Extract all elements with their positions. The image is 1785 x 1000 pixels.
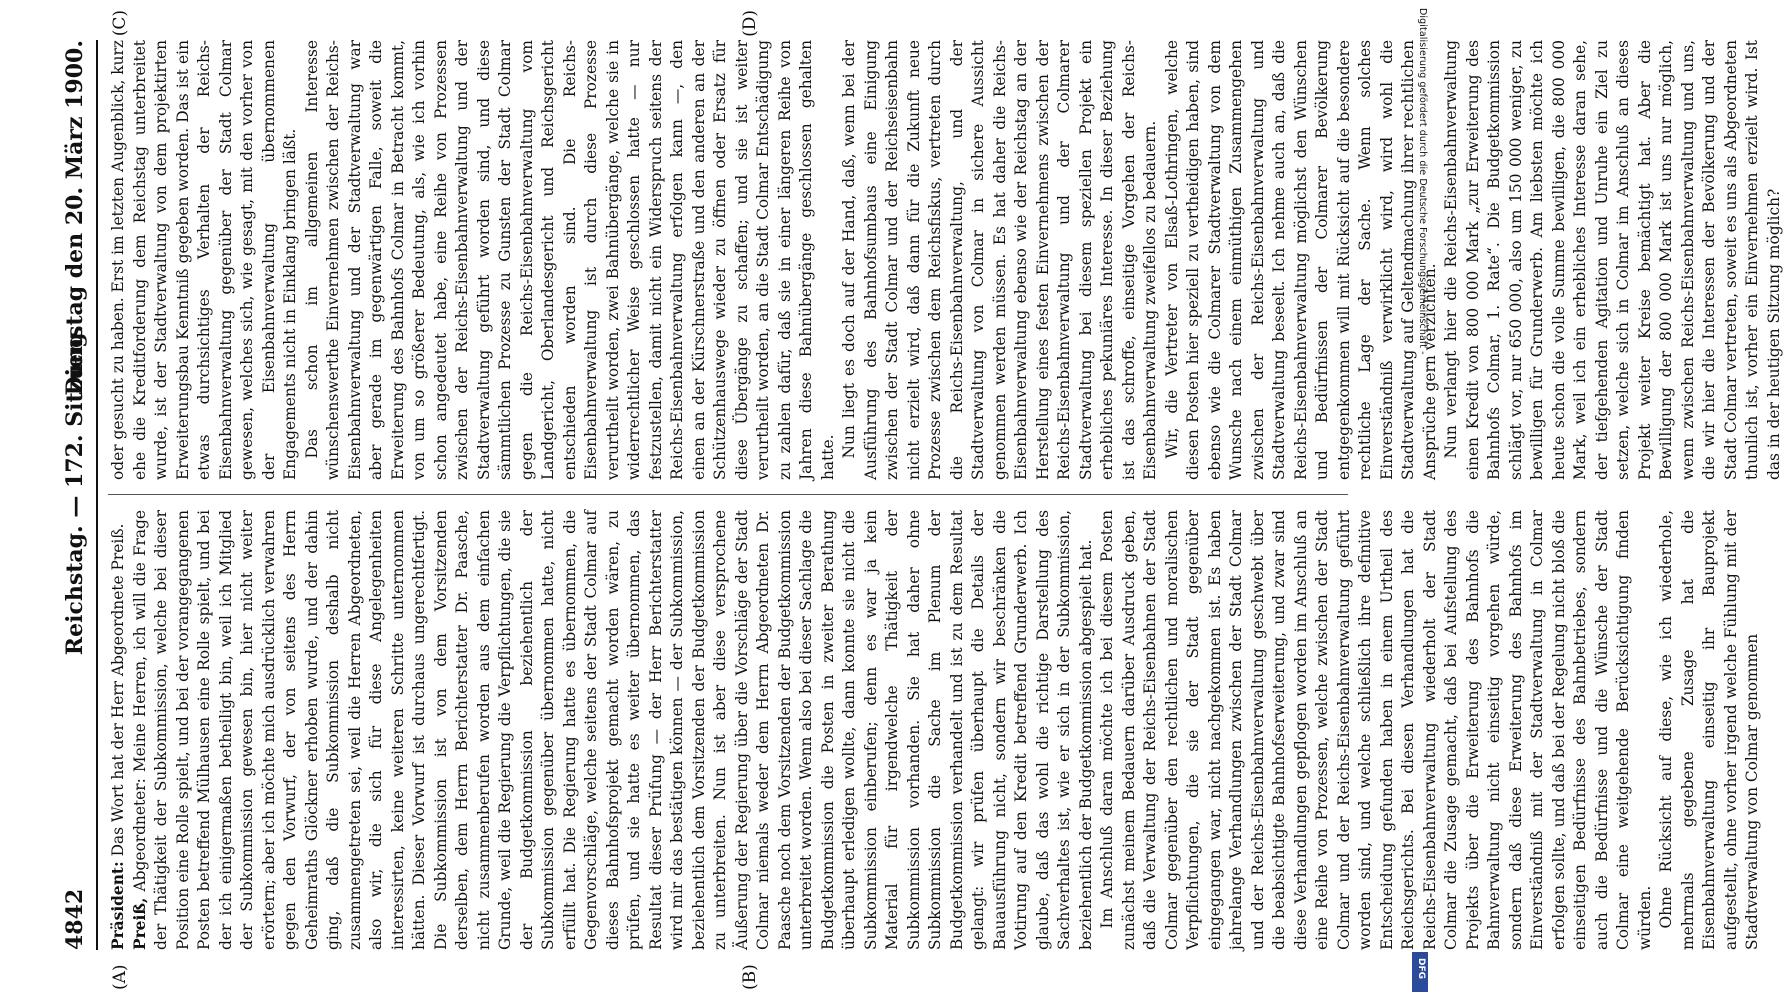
header-rule [96,40,98,950]
session-date: Dienstag den 20. März 1900. [62,40,88,396]
margin-marker-c: (C) [110,10,130,37]
margin-marker-b: (B) [740,964,760,990]
paragraph: Im Anschluß daran möchte ich bei diesem Posten zunächst meinem Bedauern darüber Ausdruck geben, daß die Verwaltung der Reichs-Eisenbahnen der Stadt Colmar gegenüber den rechtlichen und moralischen Verpflichtungen, die sie der Stadt gegenüber eingegangen war, nicht nachgekommen ist. Es haben jahrelange Verhandlungen zwischen der Stadt Colmar und der Reichs-Eisenbahnverwaltung geschwebt über die beabsichtigte Bahnhofserweiterung, und zwar sind diese Verhandlungen gepflogen worden im Anschluß an eine Reihe von Prozessen, welche zwischen der Stadt Colmar und der Reichs-Eisenbahnverwaltung geführt worden sind, und welche schließlich ihre definitive Entscheidung gefunden haben in einem Urtheil des Reichsgerichts. Bei diesen Verhandlungen hat die Reichs-Eisenbahnverwaltung wiederholt der Stadt Colmar die Zusage gemacht, daß bei Aufstellung des Projekts über die Erweiterung des Bahnhofs die Bahnverwaltung nicht einseitig vorgehen würde, sondern daß diese Erweiterung des Bahnhofs im Einverständniß mit der Stadtverwaltung in Colmar erfolgen sollte, und daß bei der Regelung nicht bloß die einseitigen Bedürfnisse des Bahnbetriebes, sondern auch die Bedürfnisse und die Wünsche der Stadt Colmar eine weitgehende Berücksichtigung finden würden. [1098,510,1654,950]
digitization-credit [1412,8,1428,992]
left-column [108,510,1761,950]
column-divider [108,494,1348,495]
paragraph [108,510,130,950]
paragraph: oder gesucht zu haben. Erst im letzten Augenblick, kurz ehe die Kreditforderung dem Reichstag unterbreitet wurde, ist der Stadtverwaltung von dem projektirten Erweiterungsbau Kenntniß gegeben worden. Das ist ein etwas durchsichtiges Verhalten der Reichs-Eisenbahnverwaltung gegenüber der Stadt Colmar gewesen, welches sich, wie gesagt, mit den vorher von der Eisenbahnverwaltung übernommenen Engagements nicht in Einklang bringen läßt. [109,40,299,480]
session-title: Reichstag. — 172. Sitzung. [62,324,88,656]
page-number: 4842 [62,888,88,950]
dfg-logo [1412,952,1428,992]
margin-marker-d: (D) [740,10,760,37]
paragraph-text: Das Wort hat der Herr Abgeordnete Preiß. [109,523,127,857]
speaker-name: Preiß, [130,897,149,950]
margin-marker-a: (A) [110,964,130,990]
dfg-logo-text: DFG [1416,958,1426,980]
paragraph: Nun verlangt hier die Reichs-Eisenbahnverwaltung einen Kredit von 800 000 Mark „zur Erweiterung des Bahnhofs Colmar, 1. Rate“. Die Budgetkommission schlägt vor, nur 650 000, also um 150 000 weniger, zu bewilligen für Grunderwerb. Am liebsten möchte ich heute schon die volle Summe bewilligen, die 800 000 Mark, weil ich ein erhebliches Interesse daran sehe, der tiefgehenden Agitation und Unruhe ein Ziel zu setzen, welche sich in Colmar im Anschluß an dieses Projekt weiter Kreise bemächtigt hat. Aber die Bewilligung der 800 000 Mark ist uns nur möglich, wenn zwischen Reichs-Eisenbahnverwaltung und uns, die wir hier die Interessen der Bevölkerung und der Stadt Colmar vertreten, soweit es uns als Abgeordneten thunlich ist, vorher ein Einvernehmen erzielt wird. Ist das in der heutigen Sitzung möglich? [1442,40,1783,480]
paragraph: Das schon im allgemeinen Interesse wünschenswerthe Einvernehmen zwischen der Reichs-Eisenbahnverwaltung und der Stadtverwaltung war aber gerade im gegenwärtigen Falle, soweit die Erweiterung des Bahnhofs Colmar in Betracht kommt, von um so größerer Bedeutung, als, wie ich vorhin schon angedeutet habe, eine Reihe von Prozessen zwischen der Reichs-Eisenbahnverwaltung und der Stadtverwaltung geführt worden sind, und diese sämmtlichen Prozesse zu Gunsten der Stadt Colmar gegen die Reichs-Eisenbahnverwaltung vom Landgericht, Oberlandesgericht und Reichsgericht entschieden worden sind. Die Reichs-Eisenbahnverwaltung ist durch diese Prozesse verurtheilt worden, zwei Bahnübergänge, welche sie in widerrechtlicher Weise geschlossen hatte — nur festzustellen, damit nicht ein Widerspruch seitens der Reichs-Eisenbahnverwaltung erfolgen kann —, den einen an der Kürschnerstraße und den anderen an der Schützenhauswege wieder zu öffnen oder Ersatz für diese Übergänge zu schaffen; und sie ist weiter verurtheilt worden, an die Stadt Colmar Entschädigung zu zahlen dafür, daß sie in einer längeren Reihe von Jahren diese Bahnübergänge geschlossen gehalten hatte. [302,40,837,480]
paragraph: Ohne Rücksicht auf diese, wie ich wiederhole, mehrmals gegebene Zusage hat die Eisenbahnverwaltung einseitig ihr Bauprojekt aufgestellt, ohne vorher irgend welche Fühlung mit der Stadtverwaltung von Colmar genommen [1657,510,1761,950]
credit-text: Digitalisierung gefördert durch die Deutsche Forschungsgemeinschaft - [1417,8,1428,355]
page-header [58,40,92,950]
paragraph-text: Abgeordneter: Meine Herren, ich will die Frage der Thätigkeit der Subkommission, welche bei dieser Position eine Rolle spielt, und bei der vorangegangenen Posten betreffend Mülhausen eine Rolle spielt, und bei der ich einigermaßen betheiligt bin, weil ich Mitglied der Subkommission gewesen bin, hier nicht weiter erörtern; aber ich möchte mich ausdrücklich verwahren gegen den Vorwurf, der von seitens des Herrn Geheimraths Glöckner erhoben wurde, und der dahin ging, daß die Subkommission deshalb nicht zusammengetreten sei, weil die Herren Abgeordneten, also wir, die sich für diese Angelegenheiten interessirten, keine weiteren Schritte unternommen hätten. Dieser Vorwurf ist durchaus ungerechtfertigt. Die Subkommission ist von dem Vorsitzenden derselben, dem Herrn Berichterstatter Dr. Paasche, nicht zusammenberufen worden aus dem einfachen Grunde, weil die Regierung die Verpflichtungen, die sie der Budgetkommission beziehentlich der Subkommission gegenüber übernommen hatte, nicht erfüllt hat. Die Regierung hatte es übernommen, die Gegenvorschläge, welche seitens der Stadt Colmar auf dieses Bahnhofsprojekt gemacht worden wären, zu prüfen, und sie hatte es weiter übernommen, das Resultat dieser Prüfung — der Herr Berichterstatter wird mir das bestätigen können — der Subkommission, beziehentlich dem Vorsitzenden der Budgetkommission zu unterbreiten. Nun ist aber diese versprochene Äußerung der Regierung über die Vorschläge der Stadt Colmar niemals weder dem Herrn Abgeordneten Dr. Paasche noch dem Vorsitzenden der Budgetkommission unterbreitet worden. Wenn also bei dieser Sachlage die Budgetkommission die Posten in zweiter Berathung überhaupt erledigen wollte, dann konnte sie nicht die Subkommission einberufen; denn es war ja kein Material für irgendwelche Thätigkeit der Subkommission vorhanden. Sie hat daher ohne Subkommission die Sache im Plenum der Budgetkommission verhandelt und ist zu dem Resultat gelangt: wir prüfen überhaupt die Details der Bauausführung nicht, sondern wir beschränken die Votirung auf den Kredit betreffend Grunderwerb. Ich glaube, daß das wohl die richtige Darstellung des Sachverhaltes ist, wie er sich in der Subkommission, beziehentlich der Budgetkommission abgespielt hat. [130,510,1095,950]
speaker-name: Präsident: [109,861,127,950]
paragraph: Wir, die Vertreter von Elsaß-Lothringen, welche diesen Posten hier speziell zu vertheidigen haben, sind ebenso wie die Colmarer Stadtverwaltung von dem Wunsche nach einem einmüthigen Zusammengehen zwischen der Reichs-Eisenbahnverwaltung und Stadtverwaltung beseelt. Ich nehme auch an, daß die Reichs-Eisenbahnverwaltung möglichst den Wünschen und Bedürfnissen der Colmarer Bevölkerung entgegenkommen will mit Rücksicht auf die besondere rechtliche Lage der Sache. Wenn solches Einverständniß verwirklicht wird, wird wohl die Stadtverwaltung auf Geltendmachung ihrer rechtlichen Ansprüche gern verzichten. [1162,40,1439,480]
paragraph: Nun liegt es doch auf der Hand, daß, wenn bei der Ausführung des Bahnhofsumbaus eine Einigung zwischen der Stadt Colmar und der Reichseisenbahn nicht erzielt wird, daß dann für die Zukunft neue Prozesse zwischen dem Reichsfiskus, vertreten durch die Reichs-Eisenbahnverwaltung, und der Stadtverwaltung von Colmar in sichere Aussicht genommen werden müssen. Es hat daher die Reichs-Eisenbahnverwaltung ebenso wie der Reichstag an der Herstellung eines festen Einvernehmens zwischen der Reichs-Eisenbahnverwaltung und der Colmarer Stadtverwaltung bei diesem speziellen Projekt ein erhebliches pekuniäres Interesse. In dieser Beziehung ist das schroffe, einseitige Vorgehen der Reichs-Eisenbahnverwaltung zweifellos zu bedauern. [840,40,1159,480]
paragraph [130,510,1098,950]
